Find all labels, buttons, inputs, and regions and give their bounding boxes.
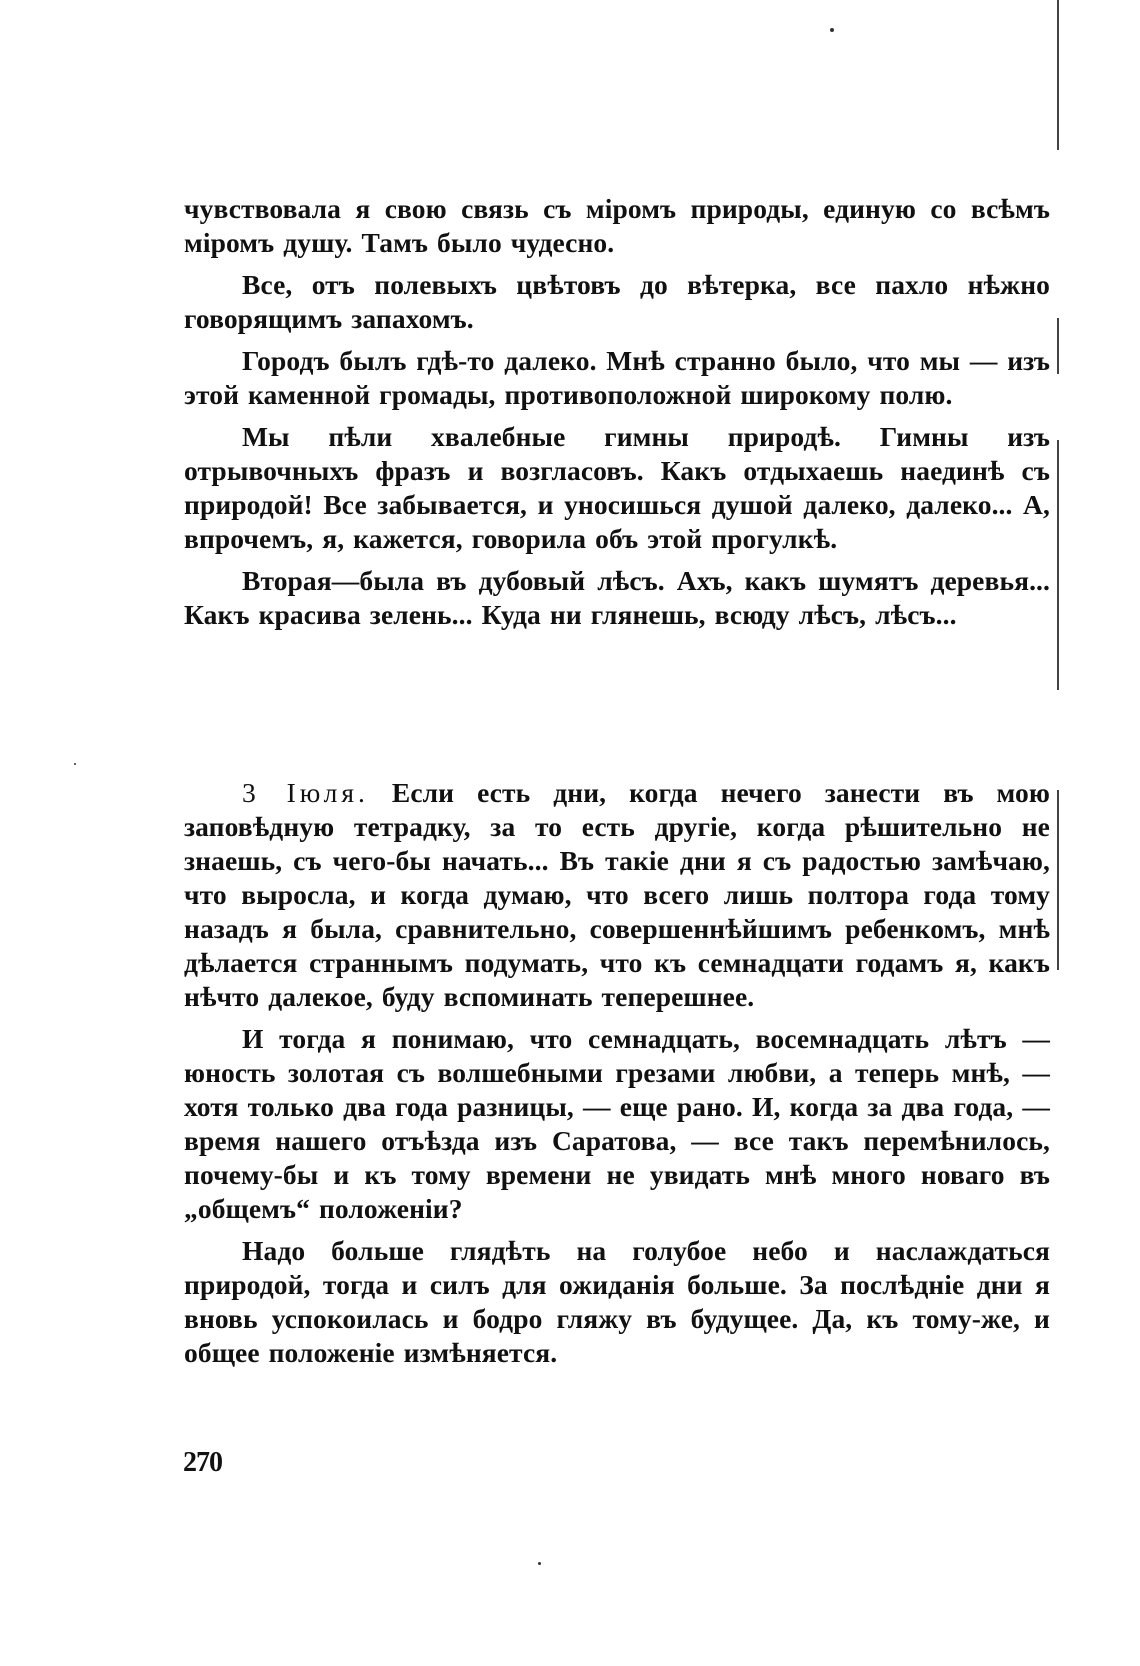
text-block-upper: [184, 192, 1050, 640]
paragraph: И тогда я понимаю, что семнадцать, восемнадцать лѣтъ — юность золотая съ волшебными грезами любви, а теперь мнѣ, — хотя только два года разницы, — еще рано. И, когда за два года, — время нашего отъѣзда изъ Саратова, — все такъ перемѣнилось, почему-бы и къ тому времени не увидать мнѣ много новаго въ „общемъ“ положеніи?: [184, 1023, 1050, 1224]
scan-speck: [830, 28, 834, 32]
page-number: 270: [183, 1447, 222, 1478]
scan-edge-line: [1057, 318, 1059, 374]
scan-edge-line: [1057, 790, 1059, 970]
paragraph: Мы пѣли хвалебные гимны природѣ. Гимны изъ отрывочныхъ фразъ и возгласовъ. Какъ отдыхаешь наединѣ съ природой! Все забывается, и уносишься душой далеко, далеко... А, впрочемъ, я, кажется, говорила объ этой прогулкѣ.: [184, 421, 1050, 554]
diary-entry-opening: [184, 776, 1050, 1014]
entry-text: Если есть дни, когда нечего занести въ мою заповѣдную тетрадку, за то есть другіе, когда рѣшительно не знаешь, съ чего-бы начать... Въ такіе дни я съ радостью замѣчаю, что выросла, и когда думаю, что всего лишь полтора года тому назадъ я была, сравнительно, совершеннѣйшимъ ребенкомъ, мнѣ дѣлается страннымъ подумать, что къ семнадцати годамъ я, какъ нѣчто далекое, буду вспоминать теперешнее.: [184, 777, 1050, 1012]
text-block-diary-entry: [184, 776, 1050, 1378]
scan-edge-line: [1057, 440, 1059, 690]
paragraph: Городъ былъ гдѣ-то далеко. Мнѣ странно было, что мы — изъ этой каменной громады, противоположной широкому полю.: [184, 345, 1050, 410]
paragraph: Надо больше глядѣть на голубое небо и наслаждаться природой, тогда и силъ для ожиданія больше. За послѣдніе дни я вновь успокоилась и бодро гляжу въ будущее. Да, къ тому-же, и общее положеніе измѣняется.: [184, 1235, 1050, 1368]
scan-edge-line: [1057, 0, 1059, 150]
paragraph: Вторая—была въ дубовый лѣсъ. Ахъ, какъ шумятъ деревья... Какъ красива зелень... Куда ни глянешь, всюду лѣсъ, лѣсъ...: [184, 565, 1050, 630]
paragraph: Все, отъ полевыхъ цвѣтовъ до вѣтерка, все пахло нѣжно говорящимъ запахомъ.: [184, 269, 1050, 334]
entry-date: 3 Іюля.: [242, 777, 369, 808]
scan-speck: [538, 1562, 541, 1565]
scan-speck: [74, 763, 76, 765]
paragraph: чувствовала я свою связь съ міромъ природы, единую со всѣмъ міромъ душу. Тамъ было чудесно.: [184, 193, 1050, 258]
